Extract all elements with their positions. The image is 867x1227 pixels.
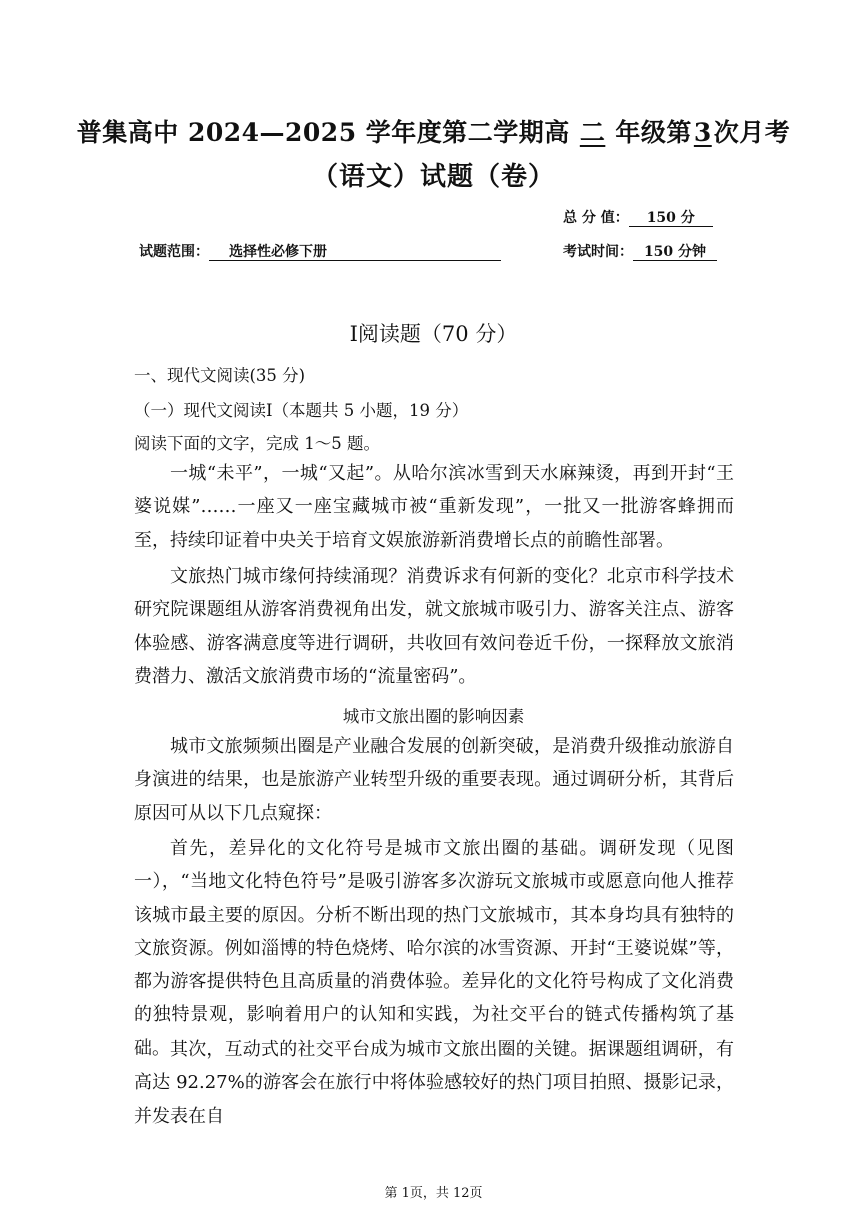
scope-value	[209, 244, 501, 261]
page-footer: 第 1页，共 12页	[384, 1186, 483, 1201]
total-score	[563, 207, 713, 227]
part-subheading: （一）现代文阅读Ⅰ（本题共 5 小题，19 分）	[134, 401, 469, 420]
exam-title	[0, 113, 867, 149]
score-value: 150 分	[629, 210, 713, 227]
article-paragraph-1: 一城“未平”，一城“又起”。从哈尔滨冰雪到天水麻辣烫，再到开封“王婆说媒”……一座又一座宝藏城市被“重新发现”，一批又一批游客蜂拥而至，持续印证着中央关于培育文娱旅游新消费增长点的前瞻性部署。	[134, 463, 734, 551]
time-value: 150 分钟	[633, 244, 717, 261]
exam-time	[563, 241, 717, 261]
article-paragraph-2: 文旅热门城市缘何持续涌现？消费诉求有何新的变化？北京市科学技术研究院课题组从游客消费视角出发，就文旅城市吸引力、游客关注点、游客体验感、游客满意度等进行调研，共收回有效问卷近千份，一探释放文旅消费潜力、激活文旅消费市场的“流量密码”。	[134, 566, 734, 687]
article-paragraph-5: 其次，互动式的社交平台成为城市文旅出圈的关键。据课题组调研，有高达 92.27%的游客会在旅行中将体验感较好的热门项目拍照、摄影记录，并发表在自	[134, 1039, 734, 1127]
part-heading: 一、现代文阅读(35 分)	[134, 366, 306, 385]
article-subheading: 城市文旅出圈的影响因素	[342, 707, 525, 726]
title-suffix: 次月考	[713, 118, 791, 147]
scope-text: 选择性必修下册	[229, 244, 327, 260]
article-paragraph-4: 首先，差异化的文化符号是城市文旅出圈的基础。调研发现（见图一），“当地文化特色符号”是吸引游客多次游玩文旅城市或愿意向他人推荐该城市最主要的原因。分析不断出现的热门文旅城市，其本身均具有独特的文旅资源。例如淄博的特色烧烤、哈尔滨的冰雪资源、开封“王婆说媒”等，都为游客提供特色且高质量的消费体验。差异化的文化符号构成了文化消费的独特景观，影响着用户的认知和实践，为社交平台的链式传播构筑了基础。	[134, 838, 734, 1059]
scope-label: 试题范围：	[139, 244, 209, 260]
exam-scope	[139, 241, 501, 261]
exam-number-blank: 3	[693, 118, 712, 147]
time-label: 考试时间：	[563, 244, 633, 260]
title-mid: 年级第	[615, 118, 692, 147]
reading-instruction: 阅读下面的文字，完成 1～5 题。	[134, 434, 380, 453]
title-prefix: 普集高中 2024—2025 学年度第二学期高	[76, 118, 570, 147]
section-heading: Ⅰ阅读题（70 分）	[349, 322, 518, 346]
grade-blank: 二	[579, 118, 606, 147]
exam-subtitle: （语文）试题（卷）	[311, 162, 555, 192]
score-label: 总 分 值：	[563, 210, 629, 226]
article-paragraph-3: 城市文旅频频出圈是产业融合发展的创新突破，是消费升级推动旅游自身演进的结果，也是旅游产业转型升级的重要表现。通过调研分析，其背后原因可从以下几点窥探：	[134, 736, 734, 824]
